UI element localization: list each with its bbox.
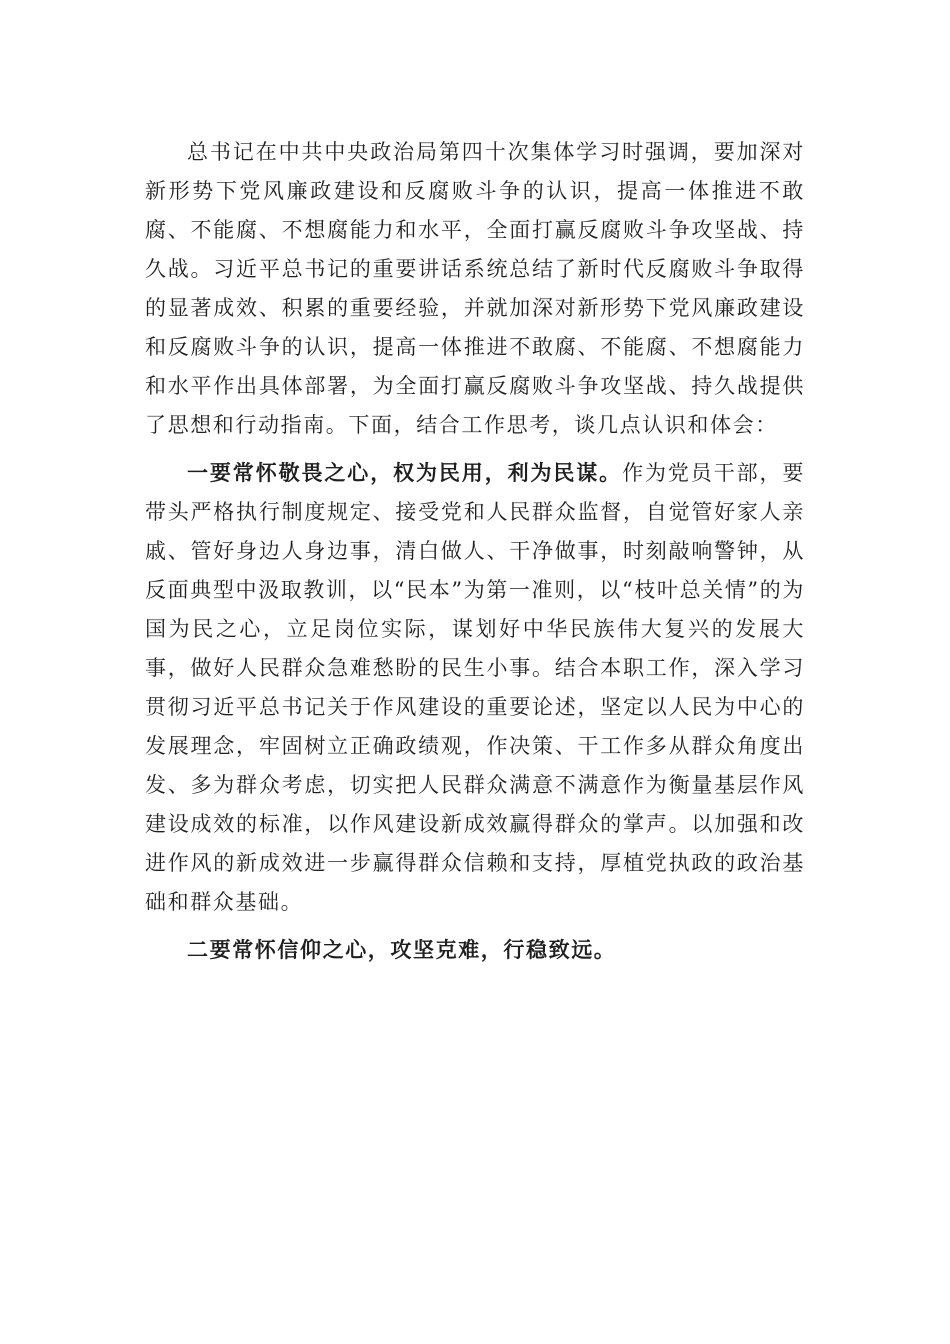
document-body (145, 132, 805, 970)
paragraph-point-two (145, 930, 805, 970)
paragraph-point-one-text: 作为党员干部，要带头严格执行制度规定、接受党和人民群众监督，自觉管好家人亲戚、管好身边人身边事，清白做人、干净做事，时刻敲响警钟，从反面典型中汲取教训，以“民本”为第一准则，以“枝叶总关情”的为国为民之心，立足岗位实际，谋划好中华民族伟大复兴的发展大事，做好人民群众急难愁盼的民生小事。结合本职工作，深入学习贯彻习近平总书记关于作风建设的重要论述，坚定以人民为中心的发展理念，牢固树立正确政绩观，作决策、干工作多从群众角度出发、多为群众考虑，切实把人民群众满意不满意作为衡量基层作风建设成效的标准，以作风建设新成效赢得群众的掌声。以加强和改进作风的新成效进一步赢得群众信赖和支持，厚植党执政的政治基础和群众基础。 (145, 461, 805, 914)
paragraph-intro (145, 132, 805, 445)
paragraph-point-two-heading: 二要常怀信仰之心，攻坚克难，行稳致远。 (187, 937, 617, 962)
paragraph-point-one (145, 453, 805, 922)
paragraph-point-one-heading: 一要常怀敬畏之心，权为民用，利为民谋。 (187, 460, 623, 485)
paragraph-intro-text: 总书记在中共中央政治局第四十次集体学习时强调，要加深对新形势下党风廉政建设和反腐败斗争的认识，提高一体推进不敢腐、不能腐、不想腐能力和水平，全面打赢反腐败斗争攻坚战、持久战。习近平总书记的重要讲话系统总结了新时代反腐败斗争取得的显著成效、积累的重要经验，并就加深对新形势下党风廉政建设和反腐败斗争的认识，提高一体推进不敢腐、不能腐、不想腐能力和水平作出具体部署，为全面打赢反腐败斗争攻坚战、持久战提供了思想和行动指南。下面，结合工作思考，谈几点认识和体会： (145, 140, 805, 437)
